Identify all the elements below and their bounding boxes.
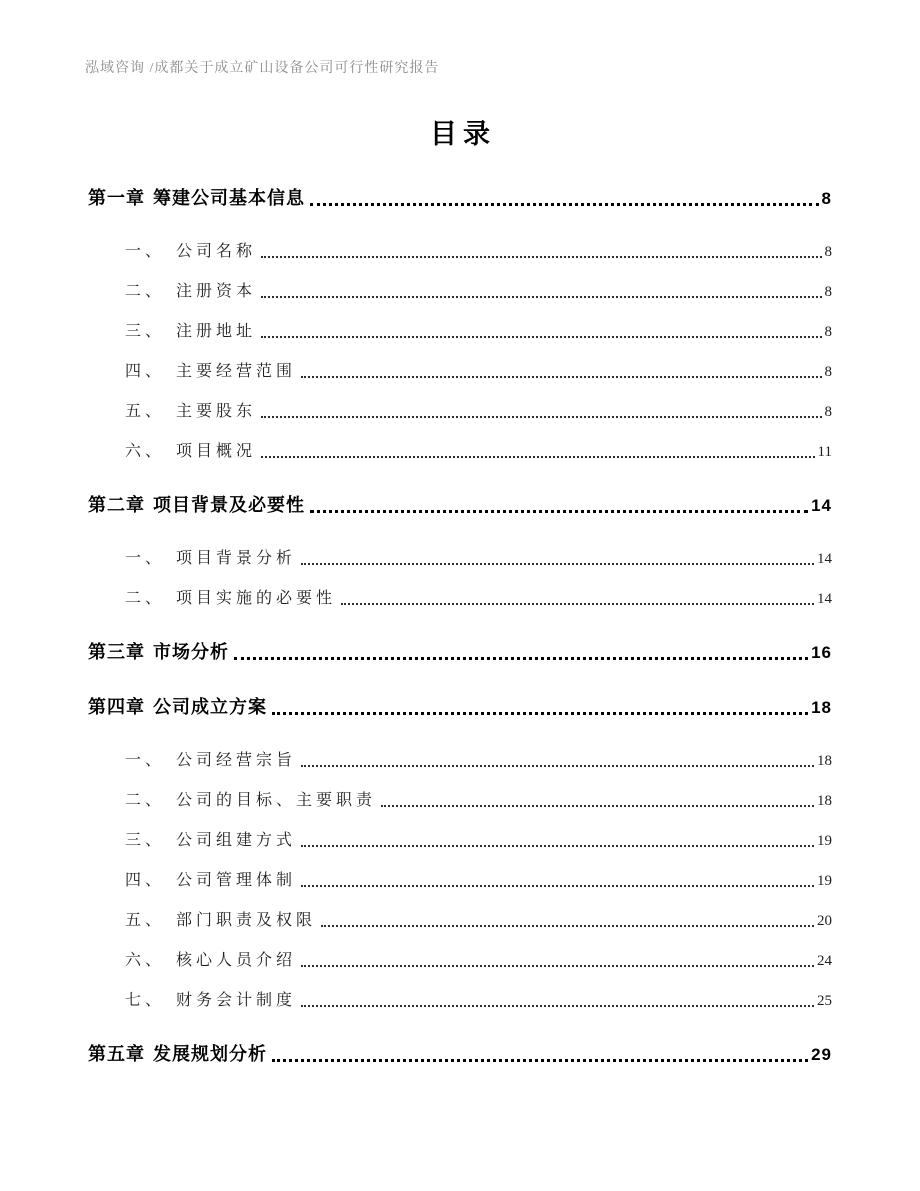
- page-title: 目录: [430, 119, 496, 149]
- toc-entry-number: 四、: [125, 872, 166, 889]
- toc-entry-number: 七、: [125, 992, 166, 1009]
- toc-entry-label: 项目概况: [176, 443, 257, 460]
- toc-dot-leader: [381, 805, 814, 807]
- toc-entry-page: 19: [817, 873, 832, 889]
- toc-entry-number: 第五章: [88, 1044, 145, 1064]
- toc-entry: [88, 186, 832, 211]
- toc-dot-leader: [301, 965, 814, 967]
- toc-entry: [88, 1042, 832, 1067]
- toc-dot-leader: [301, 563, 814, 565]
- toc-entry-label: 筹建公司基本信息: [153, 188, 305, 208]
- toc-entry-number: 第二章: [88, 495, 145, 515]
- toc-entry-page: 11: [817, 444, 832, 460]
- toc-entry-page: 14: [817, 551, 832, 567]
- toc-entry: [125, 401, 832, 423]
- toc-dot-leader: [301, 1005, 814, 1007]
- toc-dot-leader: [341, 603, 814, 605]
- toc-entry-number: 二、: [125, 792, 166, 809]
- toc-entry-label: 公司组建方式: [176, 832, 297, 849]
- toc-entry-number: 六、: [125, 952, 166, 969]
- toc-entry-label: 财务会计制度: [176, 992, 297, 1009]
- toc-entry: [125, 790, 832, 812]
- toc-entry-label: 注册地址: [176, 323, 257, 340]
- toc-dot-leader: [261, 256, 821, 258]
- toc-entry-label: 项目背景分析: [176, 550, 297, 567]
- toc-entry-label: 部门职责及权限: [176, 912, 317, 929]
- toc-entry: [88, 695, 832, 720]
- toc-entry-page: 29: [811, 1045, 832, 1064]
- toc-dot-leader: [234, 657, 808, 660]
- toc-list: [88, 186, 832, 1067]
- document-header: 泓域咨询 /成都关于成立矿山设备公司可行性研究报告: [85, 61, 440, 76]
- toc-entry-page: 8: [824, 404, 832, 420]
- toc-entry: [125, 441, 832, 463]
- toc-dot-leader: [301, 885, 814, 887]
- toc-dot-leader: [310, 510, 808, 513]
- toc-entry-page: 19: [817, 833, 832, 849]
- toc-entry-number: 二、: [125, 590, 166, 607]
- toc-entry-page: 8: [824, 284, 832, 300]
- toc-entry-page: 8: [824, 324, 832, 340]
- toc-entry-number: 二、: [125, 283, 166, 300]
- toc-entry-label: 公司经营宗旨: [176, 752, 297, 769]
- toc-entry: [125, 750, 832, 772]
- toc-entry-label: 项目背景及必要性: [153, 495, 305, 515]
- toc-entry-number: 四、: [125, 363, 166, 380]
- toc-dot-leader: [261, 456, 815, 458]
- toc-dot-leader: [272, 1059, 808, 1062]
- toc-entry: [125, 588, 832, 610]
- toc-dot-leader: [301, 845, 814, 847]
- toc-entry-label: 市场分析: [153, 642, 229, 662]
- toc-entry-number: 六、: [125, 443, 166, 460]
- toc-entry: [88, 640, 832, 665]
- toc-entry-number: 三、: [125, 832, 166, 849]
- toc-entry-label: 主要股东: [176, 403, 257, 420]
- toc-entry-page: 8: [824, 244, 832, 260]
- toc-entry: [125, 910, 832, 932]
- toc-entry-page: 8: [821, 189, 832, 208]
- toc-entry: [125, 870, 832, 892]
- toc-entry-page: 25: [817, 993, 832, 1009]
- toc-entry: [125, 361, 832, 383]
- toc-dot-leader: [301, 376, 821, 378]
- toc-entry: [125, 241, 832, 263]
- toc-entry-label: 公司管理体制: [176, 872, 297, 889]
- toc-entry-label: 注册资本: [176, 283, 257, 300]
- toc-entry: [125, 950, 832, 972]
- toc-entry-page: 24: [817, 953, 832, 969]
- toc-entry-page: 20: [817, 913, 832, 929]
- toc-entry-number: 一、: [125, 550, 166, 567]
- toc-entry-label: 发展规划分析: [153, 1044, 267, 1064]
- toc-entry-label: 主要经营范围: [176, 363, 297, 380]
- toc-entry-page: 8: [824, 364, 832, 380]
- toc-entry-label: 公司成立方案: [153, 697, 267, 717]
- toc-entry-page: 16: [811, 643, 832, 662]
- toc-dot-leader: [272, 712, 808, 715]
- toc-entry-page: 18: [811, 698, 832, 717]
- toc-entry-page: 14: [817, 591, 832, 607]
- toc-entry-number: 五、: [125, 403, 166, 420]
- toc-entry: [88, 493, 832, 518]
- toc-entry-page: 14: [811, 496, 832, 515]
- toc-entry-number: 三、: [125, 323, 166, 340]
- toc-entry: [125, 281, 832, 303]
- toc-entry-number: 第一章: [88, 188, 145, 208]
- toc-entry-label: 核心人员介绍: [176, 952, 297, 969]
- toc-entry: [125, 830, 832, 852]
- toc-entry-label: 项目实施的必要性: [176, 590, 337, 607]
- toc-entry: [125, 321, 832, 343]
- toc-entry: [125, 990, 832, 1012]
- toc-entry: [125, 548, 832, 570]
- toc-entry-number: 五、: [125, 912, 166, 929]
- toc-entry-number: 一、: [125, 243, 166, 260]
- toc-dot-leader: [261, 416, 821, 418]
- toc-entry-label: 公司的目标、主要职责: [176, 792, 377, 809]
- toc-entry-page: 18: [817, 793, 832, 809]
- toc-dot-leader: [321, 925, 814, 927]
- toc-dot-leader: [310, 203, 819, 206]
- toc-entry-page: 18: [817, 753, 832, 769]
- toc-entry-number: 一、: [125, 752, 166, 769]
- toc-dot-leader: [301, 765, 814, 767]
- toc-dot-leader: [261, 336, 821, 338]
- toc-entry-label: 公司名称: [176, 243, 257, 260]
- toc-entry-number: 第四章: [88, 697, 145, 717]
- toc-entry-number: 第三章: [88, 642, 145, 662]
- toc-dot-leader: [261, 296, 821, 298]
